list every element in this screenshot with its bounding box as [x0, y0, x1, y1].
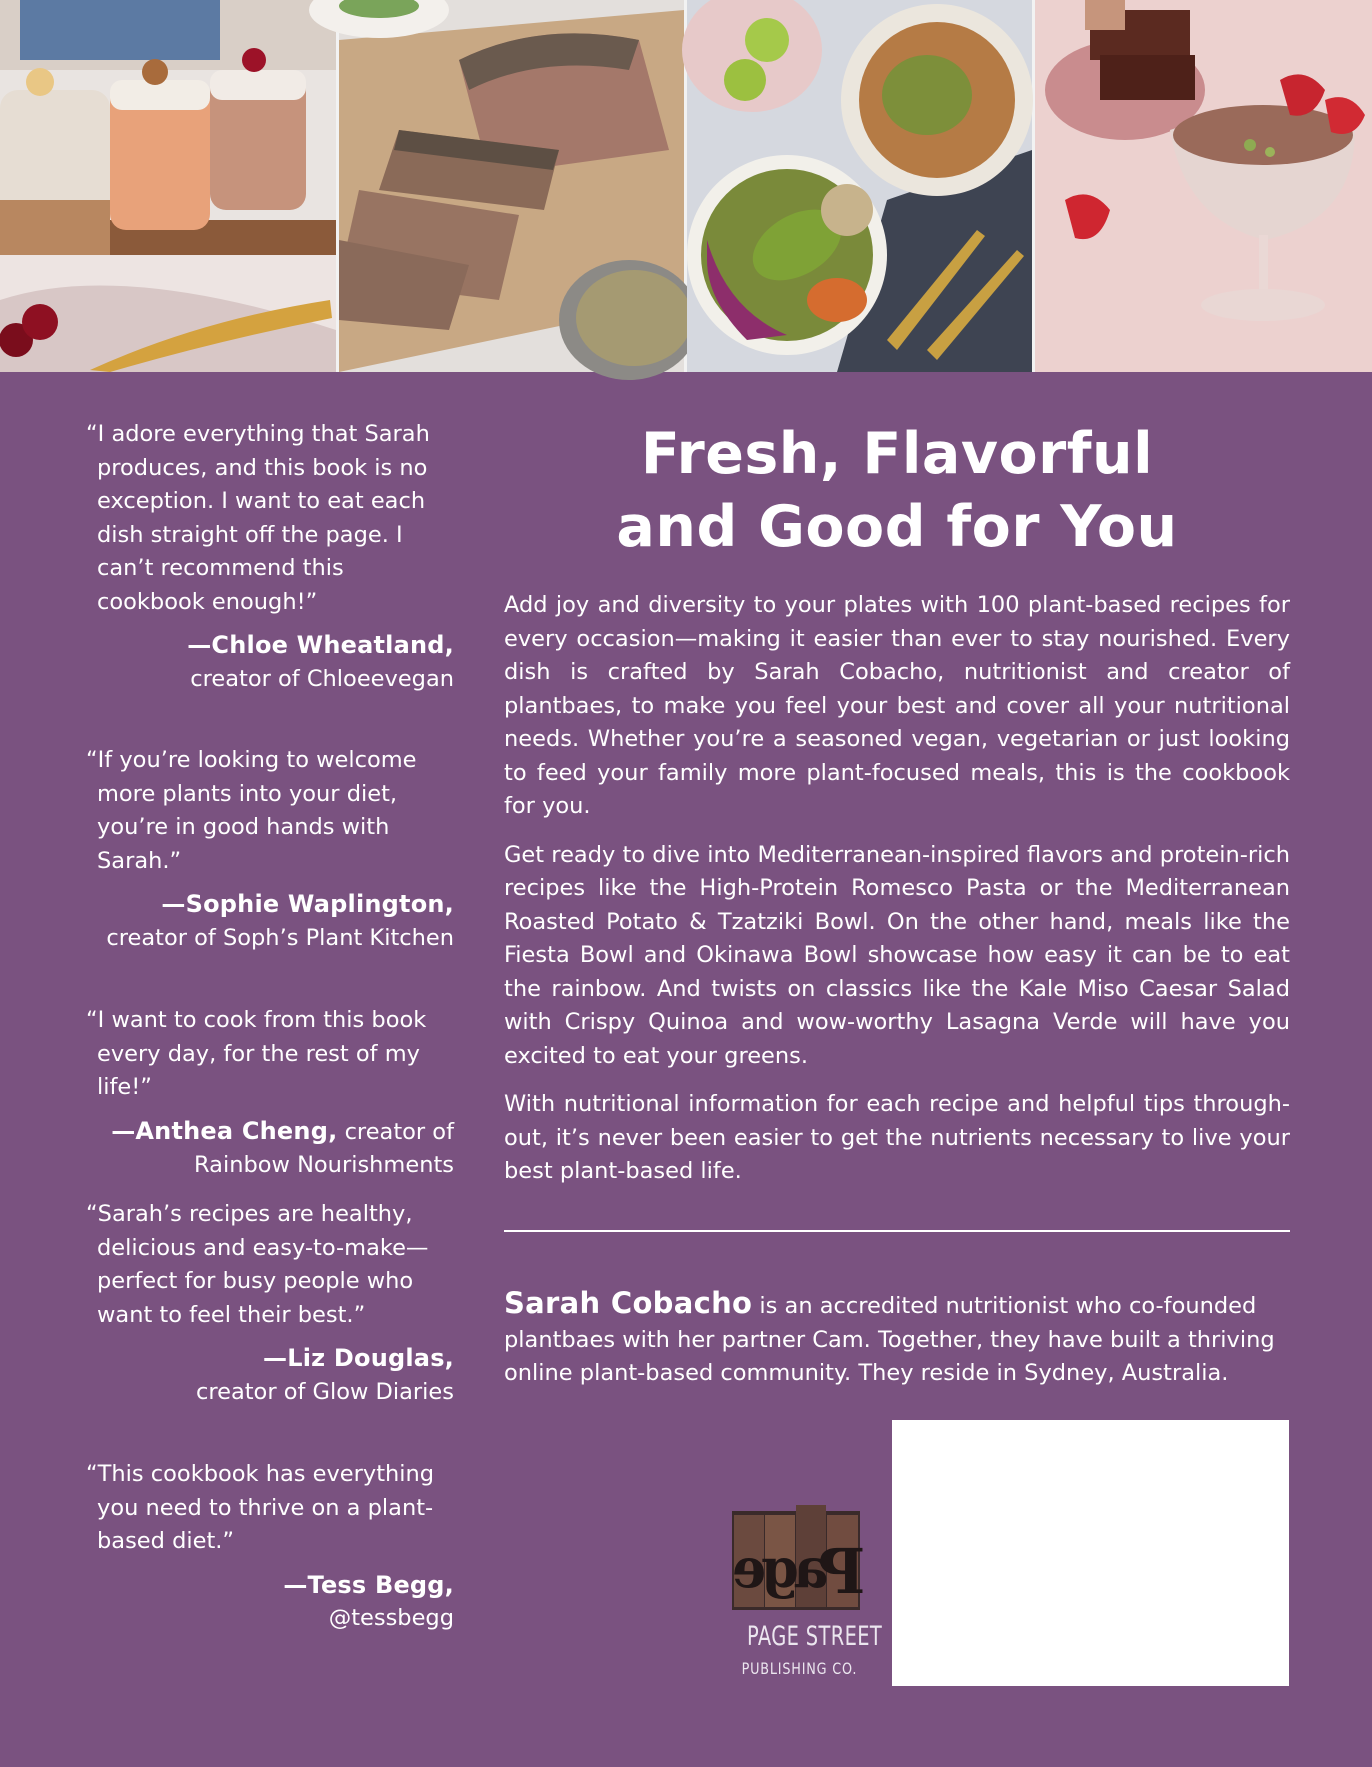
barcode-placeholder	[892, 1420, 1289, 1686]
testimonial-author-name: —Liz Douglas,	[263, 1344, 454, 1372]
testimonial-author-role: creator of Rainbow Nourishments	[194, 1118, 454, 1178]
author-bio-text: is an accredited nutritionist who co-founded plantbaes with her partner Cam. Together, they have built a thriving online plant-based community. They reside in Sydney, Australia.	[504, 1293, 1275, 1386]
testimonial-attribution	[86, 629, 454, 696]
publisher-name: PAGE STREET	[747, 1621, 883, 1652]
testimonial-author-name: —Chloe Wheatland,	[187, 631, 454, 659]
testimonial-author-name: —Sophie Waplington,	[161, 890, 454, 918]
svg-text:a: a	[793, 1536, 829, 1600]
testimonial-quote: “Sarah’s recipes are healthy, delicious and easy-to-make— perfect for busy people who want to feel their best.”	[86, 1201, 429, 1328]
testimonial-author-name: —Tess Begg,	[283, 1570, 454, 1599]
description-paragraph-2: Get ready to dive into Mediterranean-inspired flavors and protein-rich recipes like the High-Protein Romesco Pasta or the Mediterranean Roasted Potato & Tzatziki Bowl. On the other hand, meals like the Fiesta Bowl and Okinawa Bowl showcase how easy it can be to eat the rainbow. And twists on classics like the Kale Miso Caesar Salad with Crispy Quinoa and wow-worthy Lasagna Verde will have you excited to eat your greens.	[504, 841, 1290, 1069]
testimonial-author-role: creator of Soph’s Plant Kitchen	[106, 924, 454, 951]
seeded-bread-loaf-photo	[339, 0, 684, 372]
testimonial-attribution	[86, 1115, 454, 1183]
testimonial-attribution	[86, 888, 454, 955]
testimonial-quote: “If you’re looking to welcome more plants into your diet, you’re in good hands with Sarah.”	[86, 747, 417, 874]
section-divider	[504, 1230, 1290, 1232]
testimonial-attribution	[86, 1342, 454, 1409]
headline-line-2: and Good for You	[616, 494, 1178, 560]
testimonial-quote: “I want to cook from this book every day, for the rest of my life!”	[86, 1007, 427, 1100]
testimonial-author-role: creator of Chloeevegan	[190, 665, 454, 692]
chocolate-mousse-brownie-photo	[1035, 0, 1372, 372]
publisher-subtitle: PUBLISHING CO.	[741, 1659, 858, 1678]
publisher-logo	[728, 1505, 883, 1687]
book-description	[504, 589, 1290, 1204]
testimonial-attribution	[86, 1569, 454, 1636]
testimonial-quote: “I adore everything that Sarah produces, and this book is no exception. I want to eat each dish straight off the page. I can’t recommend this cookbook enough!”	[86, 421, 430, 615]
overnight-oats-jars-photo	[0, 0, 336, 372]
testimonial-author-name: —Anthea Cheng,	[111, 1116, 338, 1145]
cover-photo-strip	[0, 0, 1372, 372]
svg-text:e: e	[731, 1536, 767, 1600]
svg-text:g: g	[761, 1536, 799, 1600]
description-paragraph-1: Add joy and diversity to your plates with 100 plant-based recipes for every occasion—making it easier than ever to stay nourished. Every dish is crafted by Sarah Cobacho, nutritionist and creator of plantbaes, to make you feel your best and cover all your nutritional needs. Whether you’re a seasoned vegan, vegetarian or just looking to feed your family more plant-focused meals, this is the cookbook for you.	[504, 592, 1290, 819]
testimonial-1	[86, 418, 454, 696]
testimonial-quote: “This cookbook has everything you need to thrive on a plant-based diet.”	[86, 1461, 435, 1554]
testimonial-3	[86, 1004, 454, 1183]
testimonial-author-role: @tessbegg	[328, 1605, 454, 1631]
svg-text:P: P	[818, 1535, 866, 1608]
author-name: Sarah Cobacho	[504, 1286, 753, 1320]
testimonial-author-role: creator of Glow Diaries	[195, 1378, 454, 1405]
back-cover-headline	[504, 418, 1290, 564]
letterpress-blocks-icon	[731, 1505, 866, 1610]
headline-line-1: Fresh, Flavorful	[640, 421, 1154, 487]
testimonial-2	[86, 744, 454, 955]
buddha-bowls-photo	[687, 0, 1032, 372]
author-bio	[504, 1287, 1290, 1391]
testimonial-4	[86, 1198, 454, 1409]
testimonial-5	[86, 1458, 454, 1636]
description-paragraph-3: With nutritional information for each recipe and helpful tips through-out, it’s never been easier to get the nutrients necessary to live your best plant-based life.	[504, 1091, 1290, 1184]
